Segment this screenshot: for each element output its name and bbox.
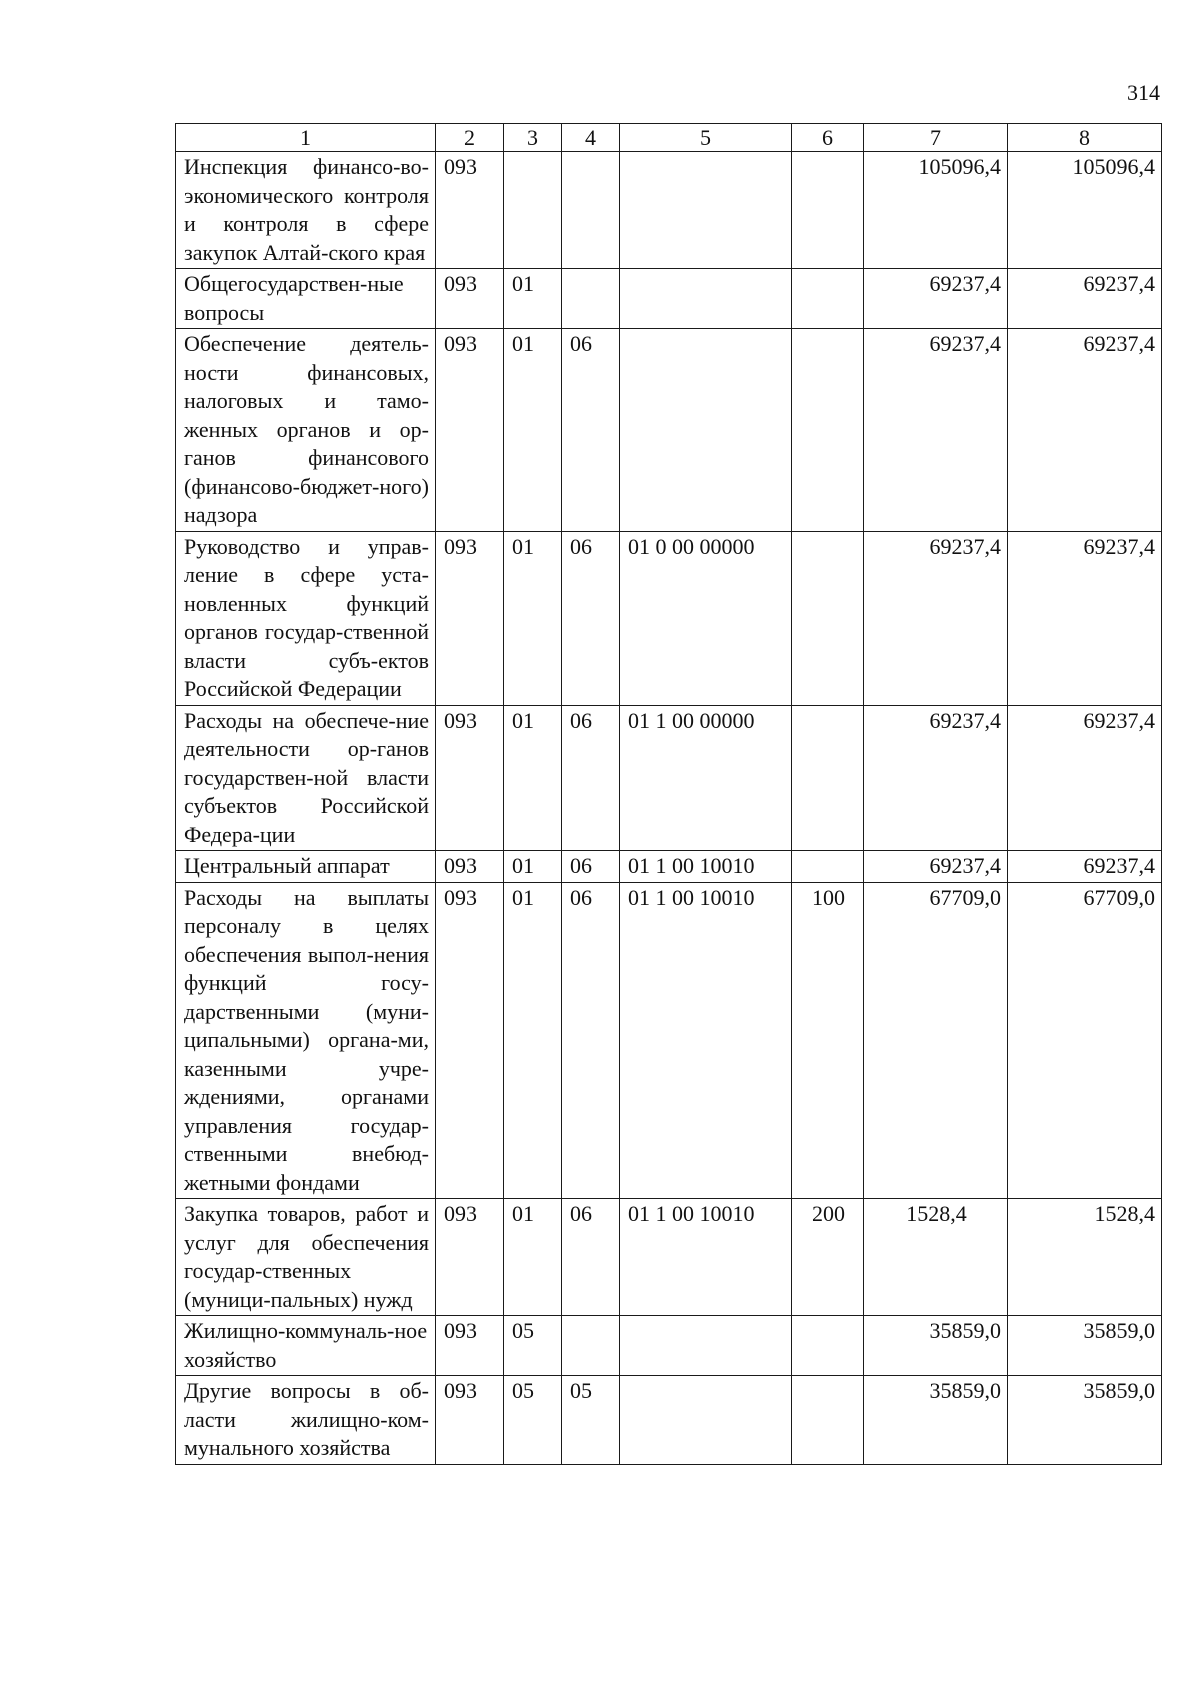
section-code-cell: 05: [504, 1316, 562, 1376]
section-code-cell: 05: [504, 1376, 562, 1465]
table-row: [176, 1316, 1162, 1376]
row-name-cell: Обеспечение деятель-ности финансовых, налоговых и тамо-женных органов и ор-ганов финансового (финансово-бюджет-ного) надзора: [176, 329, 436, 532]
table-row: [176, 1199, 1162, 1316]
amount-cell: 67709,0: [864, 882, 1008, 1199]
table-row: [176, 152, 1162, 269]
header-cell: 1: [176, 124, 436, 152]
header-cell: 7: [864, 124, 1008, 152]
subsection-code-cell: 06: [562, 705, 620, 851]
row-name-cell: Закупка товаров, работ и услуг для обеспечения государ-ственных (муници-пальных) нужд: [176, 1199, 436, 1316]
row-name-cell: Инспекция финансо-во-экономического контроля и контроля в сфере закупок Алтай-ского края: [176, 152, 436, 269]
section-code-cell: [504, 152, 562, 269]
subsection-code-cell: [562, 152, 620, 269]
target-item-cell: [620, 1376, 792, 1465]
row-name-cell: Общегосударствен-ные вопросы: [176, 269, 436, 329]
header-cell: 3: [504, 124, 562, 152]
subsection-code-cell: 05: [562, 1376, 620, 1465]
expense-type-cell: [792, 531, 864, 705]
amount-cell: 67709,0: [1008, 882, 1162, 1199]
header-cell: 6: [792, 124, 864, 152]
header-row: [176, 124, 1162, 152]
target-item-cell: [620, 1316, 792, 1376]
header-cell: 4: [562, 124, 620, 152]
amount-cell: 69237,4: [1008, 329, 1162, 532]
admin-code-cell: 093: [436, 705, 504, 851]
admin-code-cell: 093: [436, 1316, 504, 1376]
subsection-code-cell: 06: [562, 851, 620, 883]
table-row: [176, 1376, 1162, 1465]
table-row: [176, 531, 1162, 705]
admin-code-cell: 093: [436, 882, 504, 1199]
subsection-code-cell: [562, 1316, 620, 1376]
page-number: 314: [1127, 80, 1160, 105]
row-name-cell: Руководство и управ-ление в сфере уста-новленных функций органов государ-ственной власти субъ-ектов Российской Федерации: [176, 531, 436, 705]
admin-code-cell: 093: [436, 851, 504, 883]
amount-cell: 69237,4: [1008, 531, 1162, 705]
target-item-cell: 01 0 00 00000: [620, 531, 792, 705]
subsection-code-cell: 06: [562, 1199, 620, 1316]
amount-cell: 69237,4: [1008, 705, 1162, 851]
table-row: [176, 705, 1162, 851]
target-item-cell: 01 1 00 10010: [620, 851, 792, 883]
subsection-code-cell: 06: [562, 531, 620, 705]
amount-cell: 105096,4: [1008, 152, 1162, 269]
expense-type-cell: [792, 329, 864, 532]
row-name-cell: Другие вопросы в об-ласти жилищно-ком-мунального хозяйства: [176, 1376, 436, 1465]
header-cell: 8: [1008, 124, 1162, 152]
amount-cell: 35859,0: [864, 1316, 1008, 1376]
target-item-cell: 01 1 00 10010: [620, 882, 792, 1199]
admin-code-cell: 093: [436, 269, 504, 329]
section-code-cell: 01: [504, 329, 562, 532]
section-code-cell: 01: [504, 851, 562, 883]
admin-code-cell: 093: [436, 531, 504, 705]
amount-cell: 35859,0: [864, 1376, 1008, 1465]
amount-cell: 69237,4: [864, 531, 1008, 705]
row-name-cell: Расходы на обеспече-ние деятельности ор-ганов государствен-ной власти субъектов Российской Федера-ции: [176, 705, 436, 851]
amount-cell: 69237,4: [864, 851, 1008, 883]
section-code-cell: 01: [504, 1199, 562, 1316]
table-row: [176, 269, 1162, 329]
target-item-cell: [620, 329, 792, 532]
target-item-cell: 01 1 00 10010: [620, 1199, 792, 1316]
table-row: [176, 882, 1162, 1199]
section-code-cell: 01: [504, 531, 562, 705]
target-item-cell: [620, 269, 792, 329]
expense-type-cell: [792, 705, 864, 851]
budget-table: [175, 123, 1162, 1465]
header-cell: 2: [436, 124, 504, 152]
row-name-cell: Жилищно-коммуналь-ное хозяйство: [176, 1316, 436, 1376]
amount-cell: 35859,0: [1008, 1316, 1162, 1376]
admin-code-cell: 093: [436, 329, 504, 532]
admin-code-cell: 093: [436, 152, 504, 269]
section-code-cell: 01: [504, 269, 562, 329]
section-code-cell: 01: [504, 705, 562, 851]
amount-cell: 1528,4: [1008, 1199, 1162, 1316]
target-item-cell: [620, 152, 792, 269]
expense-type-cell: [792, 269, 864, 329]
table-row: [176, 851, 1162, 883]
admin-code-cell: 093: [436, 1199, 504, 1316]
expense-type-cell: [792, 851, 864, 883]
subsection-code-cell: [562, 269, 620, 329]
amount-cell: 69237,4: [1008, 269, 1162, 329]
expense-type-cell: 100: [792, 882, 864, 1199]
expense-type-cell: [792, 1376, 864, 1465]
subsection-code-cell: 06: [562, 882, 620, 1199]
amount-cell: 1528,4: [864, 1199, 1008, 1316]
expense-type-cell: 200: [792, 1199, 864, 1316]
expense-type-cell: [792, 152, 864, 269]
subsection-code-cell: 06: [562, 329, 620, 532]
admin-code-cell: 093: [436, 1376, 504, 1465]
amount-cell: 69237,4: [864, 705, 1008, 851]
amount-cell: 69237,4: [1008, 851, 1162, 883]
row-name-cell: Расходы на выплаты персоналу в целях обеспечения выпол-нения функций госу-дарственными (муни-ципальными) органа-ми, казенными учре-ждениями, органами управления государ-ственными внебюд-жетными фондами: [176, 882, 436, 1199]
section-code-cell: 01: [504, 882, 562, 1199]
row-name-cell: Центральный аппарат: [176, 851, 436, 883]
amount-cell: 69237,4: [864, 269, 1008, 329]
expense-type-cell: [792, 1316, 864, 1376]
table-row: [176, 329, 1162, 532]
target-item-cell: 01 1 00 00000: [620, 705, 792, 851]
amount-cell: 35859,0: [1008, 1376, 1162, 1465]
header-cell: 5: [620, 124, 792, 152]
amount-cell: 69237,4: [864, 329, 1008, 532]
amount-cell: 105096,4: [864, 152, 1008, 269]
